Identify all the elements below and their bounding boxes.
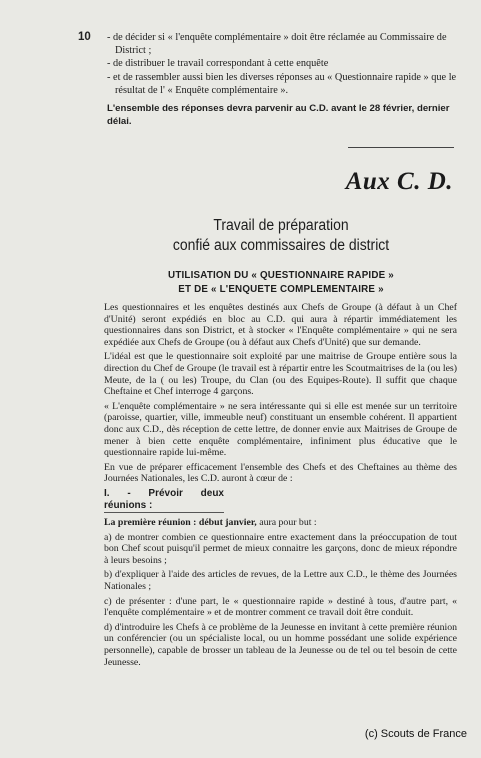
list-item: b) d'expliquer à l'aide des articles de revues, de la Lettre aux C.D., le thème des Journées Nationales ; xyxy=(104,569,457,593)
subtitle-line: UTILISATION DU « QUESTIONNAIRE RAPIDE » xyxy=(168,270,394,281)
deadline-note: L'ensemble des réponses devra parvenir au C.D. avant le 28 février, dernier délai. xyxy=(107,103,450,127)
section-title: Aux C. D. xyxy=(345,168,453,195)
first-meeting-line xyxy=(104,517,457,529)
article-body xyxy=(104,302,457,671)
main-title-line: confié aux commissaires de district xyxy=(172,237,390,254)
first-meeting-label: La première réunion : début janvier, xyxy=(104,517,257,529)
paragraph: Les questionnaires et les enquêtes destinés aux Chefs de Groupe (à défaut à un Chef d'Unité) seront expédiés en bloc au C.D. qui aura à répartir immédiatement les questionnaires dans son District, et à stocker « l'Enquête complémentaire » qui ne sera expédiée aux Chefs de Groupe (ou à défaut aux Chefs d'Unité) que sur demande. xyxy=(104,302,457,348)
intro-item: - et de rassembler aussi bien les diverses réponses au « Questionnaire rapide » que le résultat de l' « Enquête complémentaire ». xyxy=(107,71,457,96)
first-meeting-rest: aura pour but : xyxy=(256,517,317,529)
paragraph: En vue de préparer efficacement l'ensemble des Chefs et des Cheftaines au thème des Journées Nationales, les C.D. auront à cœur de : xyxy=(104,461,457,485)
section-heading: I. - Prévoir deux réunions : xyxy=(104,488,224,513)
intro-item: - de décider si « l'enquête complémentaire » doit être réclamée au Commissaire de District ; xyxy=(107,32,447,57)
page-number: 10 xyxy=(78,31,91,43)
intro-list xyxy=(107,31,459,97)
section-divider xyxy=(348,147,454,148)
paragraph: L'idéal est que le questionnaire soit exploité par une maitrise de Groupe entière sous la direction du Chef de Groupe (le travail est à répartir entre les Scoutmaitrises de la (ou les) Meute, de la ( ou les) Troupe, du Clan (ou des Equipes-Route). Il suffit que chaque Cheftaine et Chef interroge 4 garçons. xyxy=(104,351,457,398)
list-item: c) de présenter : d'une part, le « questionnaire rapide » destiné à tous, d'autre part, « l'enquête complémentaire » et de montrer comment ce travail doit être conduit. xyxy=(104,595,457,619)
list-item: d) d'introduire les Chefs à ce problème de la Jeunesse en invitant à cette première réunion un conférencier (ou un spécialiste local, ou un homme possédant une solide expérience personnelle), capable de brosser un tableau de la Jeunesse ou de tel ou tel besoin de cette Jeunesse. xyxy=(104,621,457,668)
intro-item: - de distribuer le travail correspondant à cette enquête xyxy=(107,58,329,70)
main-title-line: Travail de préparation xyxy=(213,217,349,234)
copyright-watermark: (c) Scouts de France xyxy=(364,728,467,740)
subtitle xyxy=(100,269,462,297)
subtitle-line: ET DE « L'ENQUETE COMPLEMENTAIRE » xyxy=(178,284,384,295)
main-title xyxy=(118,216,444,256)
list-item: a) de montrer combien ce questionnaire entre exactement dans la préoccupation de tout bon Chef scout puisqu'il permet de mieux connaitre les garçons, donc de mieux répondre à leurs besoins ; xyxy=(104,531,457,566)
paragraph: « L'enquête complémentaire » ne sera intéressante qui si elle est menée sur un territoire (paroisse, quartier, ville, immeuble neuf) constituant un ensemble cohérent. Il appartient donc aux C.D., dès réception de cette lettre, de donner envie aux Maitrises de Groupe de mener à bien cette enquête complémentaire, infiniment plus éducative que le questionnaire rapide lui-même. xyxy=(104,400,457,459)
